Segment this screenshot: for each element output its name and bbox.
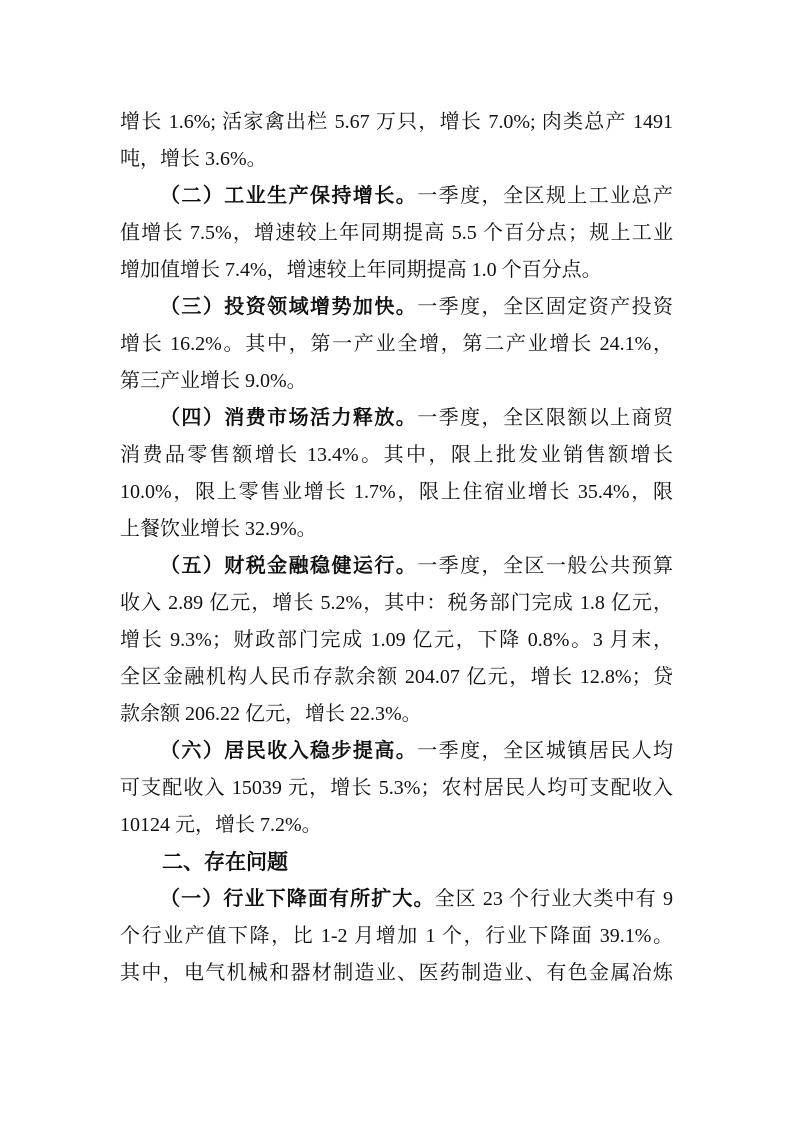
line-text: 全区 23 个行业大类中有 9 [434, 888, 674, 910]
line-text: 消费品零售额增长 13.4%。其中，限上批发业销售额增长 [120, 444, 673, 466]
text-line [120, 215, 673, 252]
line-text: 增长 16.2%。其中，第一产业全增，第二产业增长 24.1%， [120, 333, 673, 355]
line-text: 全区金融机构人民币存款余额 204.07 亿元，增长 12.8%；贷 [120, 666, 673, 688]
section-title: （三）投资领域增势加快。 [160, 296, 418, 318]
line-text: 上餐饮业增长 32.9%。 [120, 518, 317, 540]
section-title: （六）居民收入稳步提高。 [160, 740, 418, 762]
text-line [120, 696, 673, 733]
text-line [120, 659, 673, 696]
line-text: 一季度，全区城镇居民人均 [417, 740, 674, 762]
text-line [120, 807, 673, 844]
text-line [120, 548, 673, 585]
line-text: 10124 元，增长 7.2%。 [120, 814, 322, 836]
text-line [120, 178, 673, 215]
text-line [120, 400, 673, 437]
line-text: 增加值增长 7.4%，增速较上年同期提高 1.0 个百分点。 [120, 259, 602, 281]
section-title: （二）工业生产保持增长。 [160, 185, 418, 207]
section-title: （四）消费市场活力释放。 [160, 407, 418, 429]
text-line [120, 141, 673, 178]
line-text: 一季度，全区一般公共预算 [417, 555, 674, 577]
text-line [120, 326, 673, 363]
line-text: 吨，增长 3.6%。 [120, 148, 267, 170]
line-text: 一季度，全区规上工业总产 [417, 185, 674, 207]
text-line [120, 511, 673, 548]
section-title: （一）行业下降面有所扩大。 [160, 888, 435, 910]
text-line [120, 252, 673, 289]
line-text: 个行业产值下降，比 1-2 月增加 1 个，行业下降面 39.1%。 [120, 925, 673, 947]
line-text: 一季度，全区固定资产投资 [417, 296, 674, 318]
line-text: 其中，电气机械和器材制造业、医药制造业、有色金属冶炼 [120, 962, 673, 984]
line-text: 一季度，全区限额以上商贸 [417, 407, 674, 429]
line-text: 款余额 206.22 亿元，增长 22.3%。 [120, 703, 422, 725]
section-title: （五）财税金融稳健运行。 [160, 555, 418, 577]
text-line [120, 437, 673, 474]
text-line [120, 918, 673, 955]
line-text: 可支配收入 15039 元，增长 5.3%；农村居民人均可支配收入 [120, 777, 673, 799]
line-text: 收入 2.89 亿元，增长 5.2%，其中：税务部门完成 1.8 亿元， [120, 592, 673, 614]
text-line [120, 622, 673, 659]
text-line [120, 955, 673, 992]
text-line [120, 474, 673, 511]
document-body [120, 104, 673, 992]
section-heading [120, 844, 673, 881]
text-line [120, 881, 673, 918]
line-text: 增长 9.3%；财政部门完成 1.09 亿元，下降 0.8%。3 月末， [120, 629, 673, 651]
text-line [120, 770, 673, 807]
text-line [120, 363, 673, 400]
text-line [120, 289, 673, 326]
text-line [120, 733, 673, 770]
text-line [120, 585, 673, 622]
line-text: 值增长 7.5%，增速较上年同期提高 5.5 个百分点；规上工业 [120, 222, 673, 244]
text-line [120, 104, 673, 141]
line-text: 增长 1.6%; 活家禽出栏 5.67 万只，增长 7.0%; 肉类总产 1491 [120, 111, 673, 133]
line-text: 10.0%，限上零售业增长 1.7%，限上住宿业增长 35.4%，限 [120, 481, 673, 503]
line-text: 第三产业增长 9.0%。 [120, 370, 307, 392]
section-heading-text: 二、存在问题 [162, 851, 288, 874]
